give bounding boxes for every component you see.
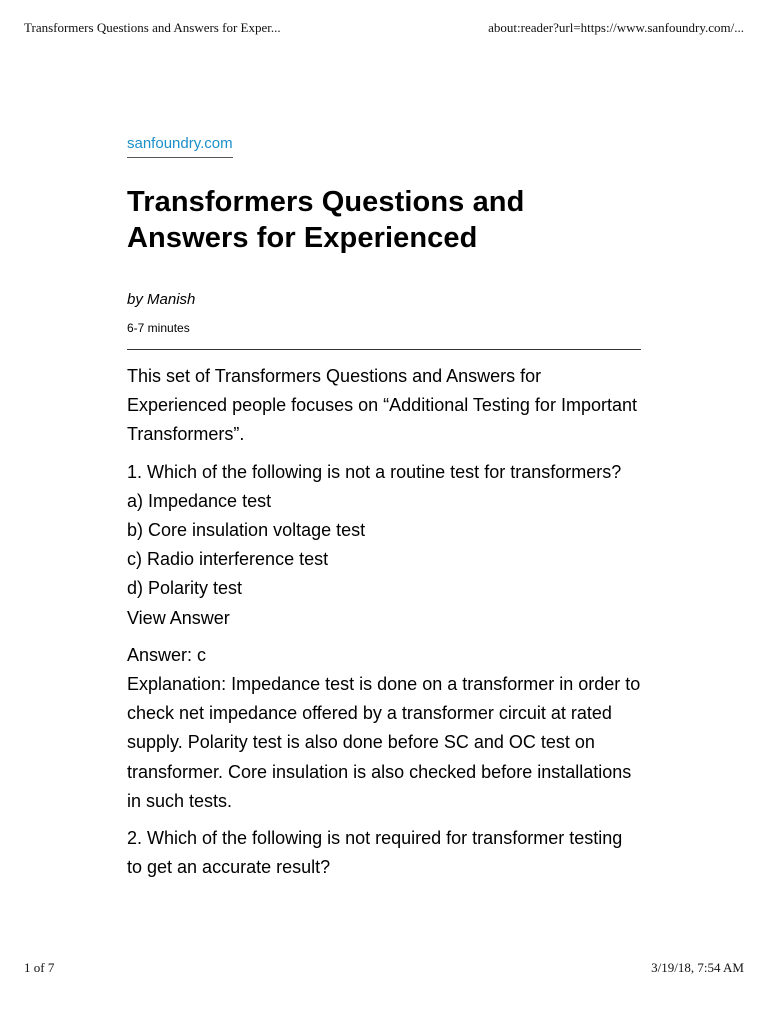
view-answer-button[interactable]: View Answer [127,607,230,628]
reading-time: 6-7 minutes [127,321,190,335]
print-url: about:reader?url=https://www.sanfoundry.com/... [488,20,744,35]
print-header [24,20,744,36]
question-1-option-b: b) Core insulation voltage test [127,520,366,541]
print-timestamp: 3/19/18, 7:54 AM [651,960,744,975]
print-footer [24,960,744,976]
article-body [127,362,641,882]
question-1 [127,458,641,633]
question-1-text: 1. Which of the following is not a routine test for transformers? [127,461,622,482]
source-domain-link[interactable]: sanfoundry.com [127,134,233,158]
question-1-option-a: a) Impedance test [127,490,272,511]
page-number: 1 of 7 [24,960,55,975]
question-2-text: 2. Which of the following is not required for transformer testing to get an accurate result? [127,828,623,878]
answer-1-explanation: Explanation: Impedance test is done on a transformer in order to check net impedance offered by a transformer circuit at rated supply. Polarity test is also done before SC and OC test on transformer. Core insulation is also checked before installations in such tests. [127,674,641,811]
article-title: Transformers Questions and Answers for Experienced [127,186,525,254]
question-1-option-c: c) Radio interference test [127,549,329,570]
answer-1 [127,641,641,816]
question-1-option-d: d) Polarity test [127,578,243,599]
intro-paragraph: This set of Transformers Questions and Answers for Experienced people focuses on “Additional Testing for Important Transformers”. [127,366,637,445]
article-byline: by Manish [127,291,196,308]
print-page-title: Transformers Questions and Answers for Exper... [24,20,281,35]
answer-1-text: Answer: c [127,644,207,665]
header-divider [127,349,641,350]
reader-article [127,134,641,890]
